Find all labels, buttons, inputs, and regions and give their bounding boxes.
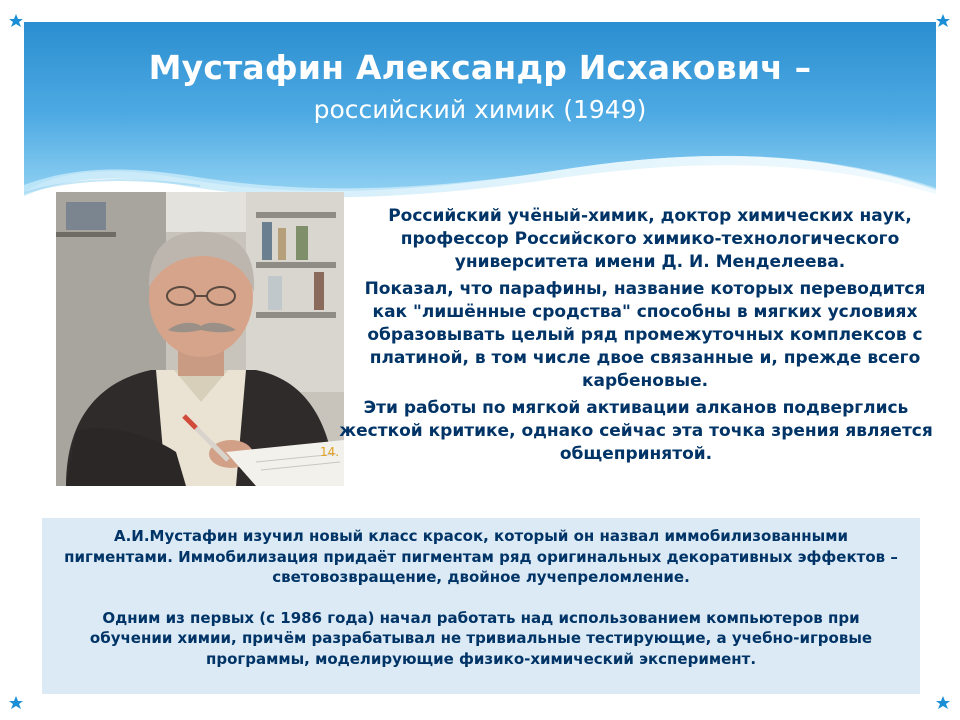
achievements-paragraph-1: А.И.Мустафин изучил новый класс красок, который он назвал иммобилизованными пигментами. Иммобилизация придаёт пигментам ряд оригинальных декоративных эффектов – световозвращение, двойное лучепреломление.: [64, 527, 898, 586]
portrait-photo: [56, 192, 344, 486]
title-block: [30, 48, 930, 124]
paragraph-spacer: [60, 588, 902, 608]
bio-paragraph-3: Эти работы по мягкой активации алканов подверглись жесткой критике, однако сейчас эта точка зрения является общепринятой.: [339, 398, 933, 464]
bio-paragraph-2: Показал, что парафины, название которых переводится как "лишённые сродства" способны в мягких условиях образовывать целый ряд промежуточных комплексов с платиной, в том числе двое связанные и, прежде всего карбеновые.: [364, 279, 926, 391]
page-title: Мустафин Александр Исхакович –: [148, 48, 812, 87]
page-subtitle: российский химик (1949): [313, 95, 647, 124]
achievements-paragraph-2: Одним из первых (с 1986 года) начал работать над использованием компьютеров при обучении химии, причём разрабатывал не тривиальные тестирующие, а учебно-игровые программы, моделирующие физико-химический эксперимент.: [89, 608, 873, 668]
portrait-photo-icon: [56, 192, 344, 486]
achievements-box: [42, 518, 920, 694]
photo-stamp: 14.: [320, 445, 340, 459]
bio-paragraph-1: Российский учёный-химик, доктор химических наук, профессор Российского химико-технологического университета имени Д. И. Менделеева.: [388, 206, 912, 272]
biography-text: [340, 205, 940, 470]
